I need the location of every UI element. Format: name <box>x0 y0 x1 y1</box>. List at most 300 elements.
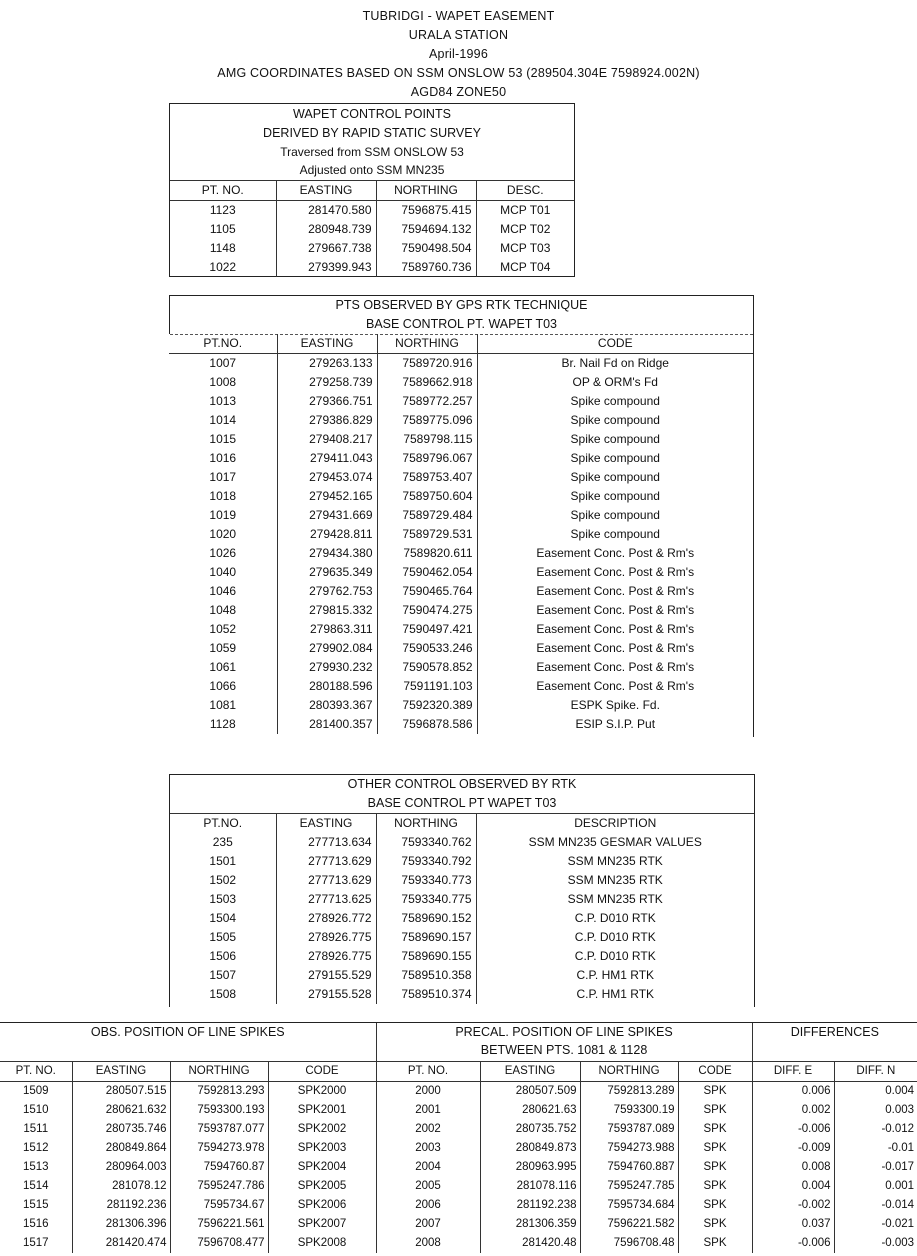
table-cell: 1507 <box>170 966 276 985</box>
table-cell: 277713.629 <box>276 852 376 871</box>
table-cell: 278926.775 <box>276 947 376 966</box>
table-cell: SPK <box>678 1158 752 1177</box>
table-row <box>169 430 753 449</box>
table-cell: 279258.739 <box>277 373 377 392</box>
table-cell: SPK2006 <box>268 1196 376 1215</box>
table-cell: 7593340.775 <box>376 890 476 909</box>
table-cell: 1040 <box>169 563 277 582</box>
table-cell: 7589760.736 <box>376 258 476 277</box>
control-title-line: WAPET CONTROL POINTS <box>293 107 451 121</box>
column-header: CODE <box>678 1061 752 1081</box>
table-cell: 281192.238 <box>480 1196 580 1215</box>
table-cell: SPK2007 <box>268 1215 376 1234</box>
table-cell: 7590465.764 <box>377 582 477 601</box>
table-row <box>169 525 753 544</box>
rtk-title-line: PTS OBSERVED BY GPS RTK TECHNIQUE <box>335 298 588 312</box>
table-cell: 7596221.561 <box>170 1215 268 1234</box>
table-cell: 2007 <box>376 1215 480 1234</box>
table-row <box>0 1120 917 1139</box>
table-cell: SPK <box>678 1177 752 1196</box>
table-cell: Br. Nail Fd on Ridge <box>561 356 669 370</box>
table-cell: ESPK Spike. Fd. <box>570 698 660 712</box>
table-cell: -0.021 <box>881 1217 915 1230</box>
table-cell: 1061 <box>169 658 277 677</box>
table-cell: 1517 <box>0 1234 72 1253</box>
header-datum: AGD84 ZONE50 <box>410 85 507 99</box>
table-cell: SPK2008 <box>268 1234 376 1253</box>
precal-title-line: BETWEEN PTS. 1081 & 1128 <box>480 1043 648 1057</box>
table-row <box>170 201 574 221</box>
table-cell: 2004 <box>376 1158 480 1177</box>
table-cell: 7590533.246 <box>377 639 477 658</box>
table-cell: 280507.515 <box>72 1081 170 1101</box>
table-row <box>169 601 753 620</box>
table-cell: 7589729.484 <box>377 506 477 525</box>
table-cell: 2006 <box>376 1196 480 1215</box>
table-cell: 7594760.887 <box>580 1158 678 1177</box>
table-cell: 7589690.157 <box>376 928 476 947</box>
table-cell: -0.002 <box>752 1196 834 1215</box>
header-station: URALA STATION <box>408 28 509 42</box>
table-row <box>169 411 753 430</box>
table-cell: 7589820.611 <box>377 544 477 563</box>
table-cell: 1014 <box>169 411 277 430</box>
table-cell: 1508 <box>170 985 276 1004</box>
table-cell: 278926.772 <box>276 909 376 928</box>
table-cell: 1506 <box>170 947 276 966</box>
column-header: PT.NO. <box>170 814 276 833</box>
column-header: DESCRIPTION <box>574 816 657 830</box>
table-cell: 1008 <box>169 373 277 392</box>
table-cell: 277713.634 <box>276 833 376 852</box>
other-control-box <box>169 774 755 1007</box>
table-row <box>170 239 574 258</box>
table-cell: 279431.669 <box>277 506 377 525</box>
table-cell: 277713.629 <box>276 871 376 890</box>
table-cell: 280735.752 <box>480 1120 580 1139</box>
table-cell: 281078.116 <box>480 1177 580 1196</box>
table-cell: 0.037 <box>752 1215 834 1234</box>
table-cell: 1503 <box>170 890 276 909</box>
table-row <box>170 947 754 966</box>
table-cell: 7589750.604 <box>377 487 477 506</box>
table-cell: 1022 <box>170 258 276 277</box>
table-cell: -0.003 <box>881 1236 915 1249</box>
column-header: CODE <box>597 336 633 350</box>
table-cell: 1516 <box>0 1215 72 1234</box>
table-cell: 7593787.077 <box>170 1120 268 1139</box>
table-cell: 0.003 <box>885 1103 915 1116</box>
column-header: EASTING <box>72 1061 170 1081</box>
table-cell: 7593787.089 <box>580 1120 678 1139</box>
table-cell: -0.012 <box>881 1122 915 1135</box>
table-cell: -0.006 <box>752 1120 834 1139</box>
table-cell: 280735.746 <box>72 1120 170 1139</box>
column-header: NORTHING <box>377 334 477 354</box>
table-cell: MCP T01 <box>500 203 551 217</box>
table-cell: 7590578.852 <box>377 658 477 677</box>
table-cell: 7589662.918 <box>377 373 477 392</box>
column-header: PT.NO. <box>169 334 277 354</box>
table-cell: 7589753.407 <box>377 468 477 487</box>
table-row <box>0 1139 917 1158</box>
column-header: PT. NO. <box>0 1061 72 1081</box>
table-cell: 279452.165 <box>277 487 377 506</box>
column-header: PT. NO. <box>376 1061 480 1081</box>
table-cell: 279411.043 <box>277 449 377 468</box>
table-row <box>169 354 753 374</box>
table-cell: MCP T03 <box>500 241 551 255</box>
table-cell: 279863.311 <box>277 620 377 639</box>
table-cell: 7589690.155 <box>376 947 476 966</box>
table-cell: 280849.864 <box>72 1139 170 1158</box>
table-cell: 1510 <box>0 1101 72 1120</box>
table-cell: 0.004 <box>752 1177 834 1196</box>
column-header: PT. NO. <box>170 181 276 201</box>
table-cell: 1128 <box>169 715 277 734</box>
column-header: DESC. <box>506 183 544 197</box>
table-cell: 7589798.115 <box>377 430 477 449</box>
table-cell: 280948.739 <box>276 220 376 239</box>
rtk-points-box <box>169 295 754 737</box>
table-row <box>169 487 753 506</box>
table-cell: 7592813.293 <box>170 1081 268 1101</box>
table-cell: 1066 <box>169 677 277 696</box>
table-cell: 281078.12 <box>72 1177 170 1196</box>
table-cell: 1513 <box>0 1158 72 1177</box>
table-cell: Easement Conc. Post & Rm's <box>536 679 695 693</box>
table-row <box>169 449 753 468</box>
control-title-line: Traversed from SSM ONSLOW 53 <box>280 145 464 159</box>
table-cell: SPK <box>678 1081 752 1101</box>
table-cell: 7595734.684 <box>580 1196 678 1215</box>
table-cell: SPK <box>678 1215 752 1234</box>
table-cell: 279386.829 <box>277 411 377 430</box>
table-row <box>0 1234 917 1253</box>
table-cell: 235 <box>170 833 276 852</box>
table-cell: 7592813.289 <box>580 1081 678 1101</box>
table-cell: SPK2005 <box>268 1177 376 1196</box>
table-cell: 7595734.67 <box>170 1196 268 1215</box>
table-cell: Spike compound <box>570 394 660 408</box>
table-cell: 2000 <box>376 1081 480 1101</box>
table-cell: Easement Conc. Post & Rm's <box>536 660 695 674</box>
table-cell: 7593300.19 <box>580 1101 678 1120</box>
table-cell: C.P. D010 RTK <box>574 930 656 944</box>
table-cell: 1016 <box>169 449 277 468</box>
table-cell: SSM MN235 RTK <box>567 854 663 868</box>
column-header: NORTHING <box>170 1061 268 1081</box>
table-row <box>169 544 753 563</box>
table-cell: 281192.236 <box>72 1196 170 1215</box>
table-cell: 7590498.504 <box>376 239 476 258</box>
table-cell: -0.017 <box>881 1160 915 1173</box>
table-cell: 0.004 <box>885 1084 915 1097</box>
table-cell: 280621.63 <box>480 1101 580 1120</box>
table-row <box>170 220 574 239</box>
table-cell: 1502 <box>170 871 276 890</box>
column-header: EASTING <box>276 181 376 201</box>
table-cell: Spike compound <box>570 489 660 503</box>
table-cell: 1020 <box>169 525 277 544</box>
control-title-line: DERIVED BY RAPID STATIC SURVEY <box>263 126 481 140</box>
table-cell: SPK2002 <box>268 1120 376 1139</box>
precal-spikes-title <box>376 1023 752 1061</box>
obs-spikes-title: OBS. POSITION OF LINE SPIKES <box>0 1023 376 1061</box>
table-cell: 1512 <box>0 1139 72 1158</box>
column-header: DIFF. N <box>856 1064 896 1077</box>
control-points-box <box>169 103 575 277</box>
table-cell: 280621.632 <box>72 1101 170 1120</box>
table-cell: Easement Conc. Post & Rm's <box>536 546 695 560</box>
table-cell: 1505 <box>170 928 276 947</box>
table-cell: 7589690.152 <box>376 909 476 928</box>
table-cell: 7594273.978 <box>170 1139 268 1158</box>
table-cell: 1105 <box>170 220 276 239</box>
table-cell: 281400.357 <box>277 715 377 734</box>
table-cell: 7594760.87 <box>170 1158 268 1177</box>
table-cell: 280188.596 <box>277 677 377 696</box>
column-header: NORTHING <box>376 181 476 201</box>
column-header: NORTHING <box>376 814 476 833</box>
table-row <box>169 373 753 392</box>
table-cell: 1514 <box>0 1177 72 1196</box>
table-cell: 1509 <box>0 1081 72 1101</box>
table-cell: 7589510.358 <box>376 966 476 985</box>
table-cell: 7593340.762 <box>376 833 476 852</box>
table-row <box>170 833 754 852</box>
table-row <box>169 677 753 696</box>
table-cell: 280393.367 <box>277 696 377 715</box>
table-cell: 280849.873 <box>480 1139 580 1158</box>
table-cell: SPK2000 <box>268 1081 376 1101</box>
table-cell: 2005 <box>376 1177 480 1196</box>
column-header: CODE <box>268 1061 376 1081</box>
table-cell: SPK2001 <box>268 1101 376 1120</box>
table-cell: SPK <box>678 1139 752 1158</box>
control-points-table <box>170 181 574 277</box>
table-cell: C.P. D010 RTK <box>574 911 656 925</box>
table-cell: 7596708.48 <box>580 1234 678 1253</box>
table-cell: 1123 <box>170 201 276 221</box>
table-cell: 279930.232 <box>277 658 377 677</box>
table-row <box>169 506 753 525</box>
table-cell: 7589510.374 <box>376 985 476 1004</box>
table-cell: 7596708.477 <box>170 1234 268 1253</box>
table-cell: 1059 <box>169 639 277 658</box>
table-cell: C.P. D010 RTK <box>574 949 656 963</box>
column-header: EASTING <box>277 334 377 354</box>
column-header: DIFF. E <box>752 1061 834 1081</box>
header-date: April-1996 <box>429 47 488 61</box>
table-cell: 1018 <box>169 487 277 506</box>
table-cell: 281420.48 <box>480 1234 580 1253</box>
table-cell: 279762.753 <box>277 582 377 601</box>
table-cell: 0.001 <box>885 1179 915 1192</box>
table-row <box>0 1081 917 1101</box>
table-cell: 1052 <box>169 620 277 639</box>
table-cell: Spike compound <box>570 508 660 522</box>
table-cell: 1013 <box>169 392 277 411</box>
table-cell: Easement Conc. Post & Rm's <box>536 584 695 598</box>
table-row <box>170 985 754 1004</box>
table-cell: 1148 <box>170 239 276 258</box>
table-cell: 7594273.988 <box>580 1139 678 1158</box>
rtk-title <box>169 296 753 334</box>
table-cell: 279366.751 <box>277 392 377 411</box>
table-cell: ESIP S.I.P. Put <box>575 717 656 731</box>
rtk-title-line: BASE CONTROL PT. WAPET T03 <box>170 315 753 335</box>
table-cell: -0.006 <box>752 1234 834 1253</box>
table-cell: 7592320.389 <box>377 696 477 715</box>
table-cell: 2003 <box>376 1139 480 1158</box>
table-cell: SPK <box>678 1234 752 1253</box>
table-cell: 279667.738 <box>276 239 376 258</box>
table-cell: 1081 <box>169 696 277 715</box>
control-title-line: Adjusted onto SSM MN235 <box>299 163 445 177</box>
table-cell: 7593340.792 <box>376 852 476 871</box>
rtk-points-table <box>169 334 753 734</box>
table-cell: 7594694.132 <box>376 220 476 239</box>
table-cell: 279635.349 <box>277 563 377 582</box>
table-cell: Easement Conc. Post & Rm's <box>536 565 695 579</box>
table-cell: SPK <box>678 1120 752 1139</box>
table-row <box>169 658 753 677</box>
table-cell: 1511 <box>0 1120 72 1139</box>
table-cell: 281420.474 <box>72 1234 170 1253</box>
table-cell: Spike compound <box>570 527 660 541</box>
header-title: TUBRIDGI - WAPET EASEMENT <box>362 9 555 23</box>
table-cell: 278926.775 <box>276 928 376 947</box>
table-cell: 279155.528 <box>276 985 376 1004</box>
table-row <box>169 620 753 639</box>
other-control-title <box>170 775 754 814</box>
line-spikes-table <box>0 1023 917 1253</box>
table-cell: -0.014 <box>881 1198 915 1211</box>
table-cell: 1019 <box>169 506 277 525</box>
table-row <box>0 1215 917 1234</box>
other-title-line: BASE CONTROL PT WAPET T03 <box>367 796 557 810</box>
table-cell: 279428.811 <box>277 525 377 544</box>
table-cell: 281306.359 <box>480 1215 580 1234</box>
table-cell: Spike compound <box>570 451 660 465</box>
table-cell: 279399.943 <box>276 258 376 277</box>
table-cell: 7590474.275 <box>377 601 477 620</box>
table-cell: 7596221.582 <box>580 1215 678 1234</box>
table-row <box>169 392 753 411</box>
table-cell: 2002 <box>376 1120 480 1139</box>
table-row <box>169 563 753 582</box>
table-cell: 279434.380 <box>277 544 377 563</box>
table-cell: SSM MN235 RTK <box>567 873 663 887</box>
line-spikes-section <box>0 1022 917 1256</box>
table-cell: 7595247.786 <box>170 1177 268 1196</box>
table-cell: 7590497.421 <box>377 620 477 639</box>
table-cell: 7589796.067 <box>377 449 477 468</box>
control-points-title <box>170 104 574 181</box>
table-row <box>170 852 754 871</box>
table-cell: -0.009 <box>752 1139 834 1158</box>
table-cell: SSM MN235 GESMAR VALUES <box>528 835 702 849</box>
other-title-line: OTHER CONTROL OBSERVED BY RTK <box>347 777 577 791</box>
table-cell: -0.01 <box>887 1141 915 1154</box>
table-cell: 7589775.096 <box>377 411 477 430</box>
table-cell: Easement Conc. Post & Rm's <box>536 622 695 636</box>
table-cell: Easement Conc. Post & Rm's <box>536 603 695 617</box>
table-cell: MCP T02 <box>500 222 551 236</box>
table-row <box>0 1177 917 1196</box>
table-row <box>0 1158 917 1177</box>
table-row <box>170 966 754 985</box>
table-cell: 2008 <box>376 1234 480 1253</box>
table-cell: 281470.580 <box>276 201 376 221</box>
table-cell: C.P. HM1 RTK <box>576 987 655 1001</box>
table-row <box>169 696 753 715</box>
table-cell: 1015 <box>169 430 277 449</box>
table-cell: 280964.003 <box>72 1158 170 1177</box>
table-cell: SSM MN235 RTK <box>567 892 663 906</box>
table-cell: 0.002 <box>752 1101 834 1120</box>
table-cell: 7590462.054 <box>377 563 477 582</box>
column-header: NORTHING <box>580 1061 678 1081</box>
header-coordinates: AMG COORDINATES BASED ON SSM ONSLOW 53 (289504.304E 7598924.002N) <box>217 66 700 80</box>
table-cell: 1026 <box>169 544 277 563</box>
table-cell: 1515 <box>0 1196 72 1215</box>
table-cell: 7589720.916 <box>377 354 477 374</box>
table-cell: 7596875.415 <box>376 201 476 221</box>
table-cell: 7593340.773 <box>376 871 476 890</box>
table-cell: Spike compound <box>570 470 660 484</box>
table-cell: 1504 <box>170 909 276 928</box>
table-cell: 7589772.257 <box>377 392 477 411</box>
table-cell: OP & ORM's Fd <box>572 375 658 389</box>
table-cell: 7595247.785 <box>580 1177 678 1196</box>
table-cell: 0.006 <box>752 1081 834 1101</box>
table-row <box>170 928 754 947</box>
table-cell: 1046 <box>169 582 277 601</box>
table-cell: SPK2003 <box>268 1139 376 1158</box>
table-cell: 279453.074 <box>277 468 377 487</box>
table-cell: 277713.625 <box>276 890 376 909</box>
table-cell: SPK2004 <box>268 1158 376 1177</box>
differences-title: DIFFERENCES <box>790 1025 879 1039</box>
table-cell: MCP T04 <box>500 260 551 274</box>
table-cell: 280507.509 <box>480 1081 580 1101</box>
table-cell: 1048 <box>169 601 277 620</box>
table-cell: SPK <box>678 1196 752 1215</box>
table-cell: 2001 <box>376 1101 480 1120</box>
table-cell: 1017 <box>169 468 277 487</box>
table-cell: C.P. HM1 RTK <box>576 968 655 982</box>
table-cell: 7593300.193 <box>170 1101 268 1120</box>
table-row <box>169 639 753 658</box>
precal-title-line: PRECAL. POSITION OF LINE SPIKES <box>455 1025 673 1039</box>
table-row <box>170 871 754 890</box>
table-row <box>169 582 753 601</box>
table-cell: 0.008 <box>752 1158 834 1177</box>
table-row <box>170 258 574 277</box>
table-cell: 7589729.531 <box>377 525 477 544</box>
table-cell: 7596878.586 <box>377 715 477 734</box>
table-row <box>170 890 754 909</box>
table-cell: 279902.084 <box>277 639 377 658</box>
table-row <box>0 1196 917 1215</box>
other-control-table <box>170 814 754 1004</box>
table-cell: Spike compound <box>570 432 660 446</box>
table-cell: Spike compound <box>570 413 660 427</box>
table-row <box>169 715 753 734</box>
column-header: EASTING <box>480 1061 580 1081</box>
